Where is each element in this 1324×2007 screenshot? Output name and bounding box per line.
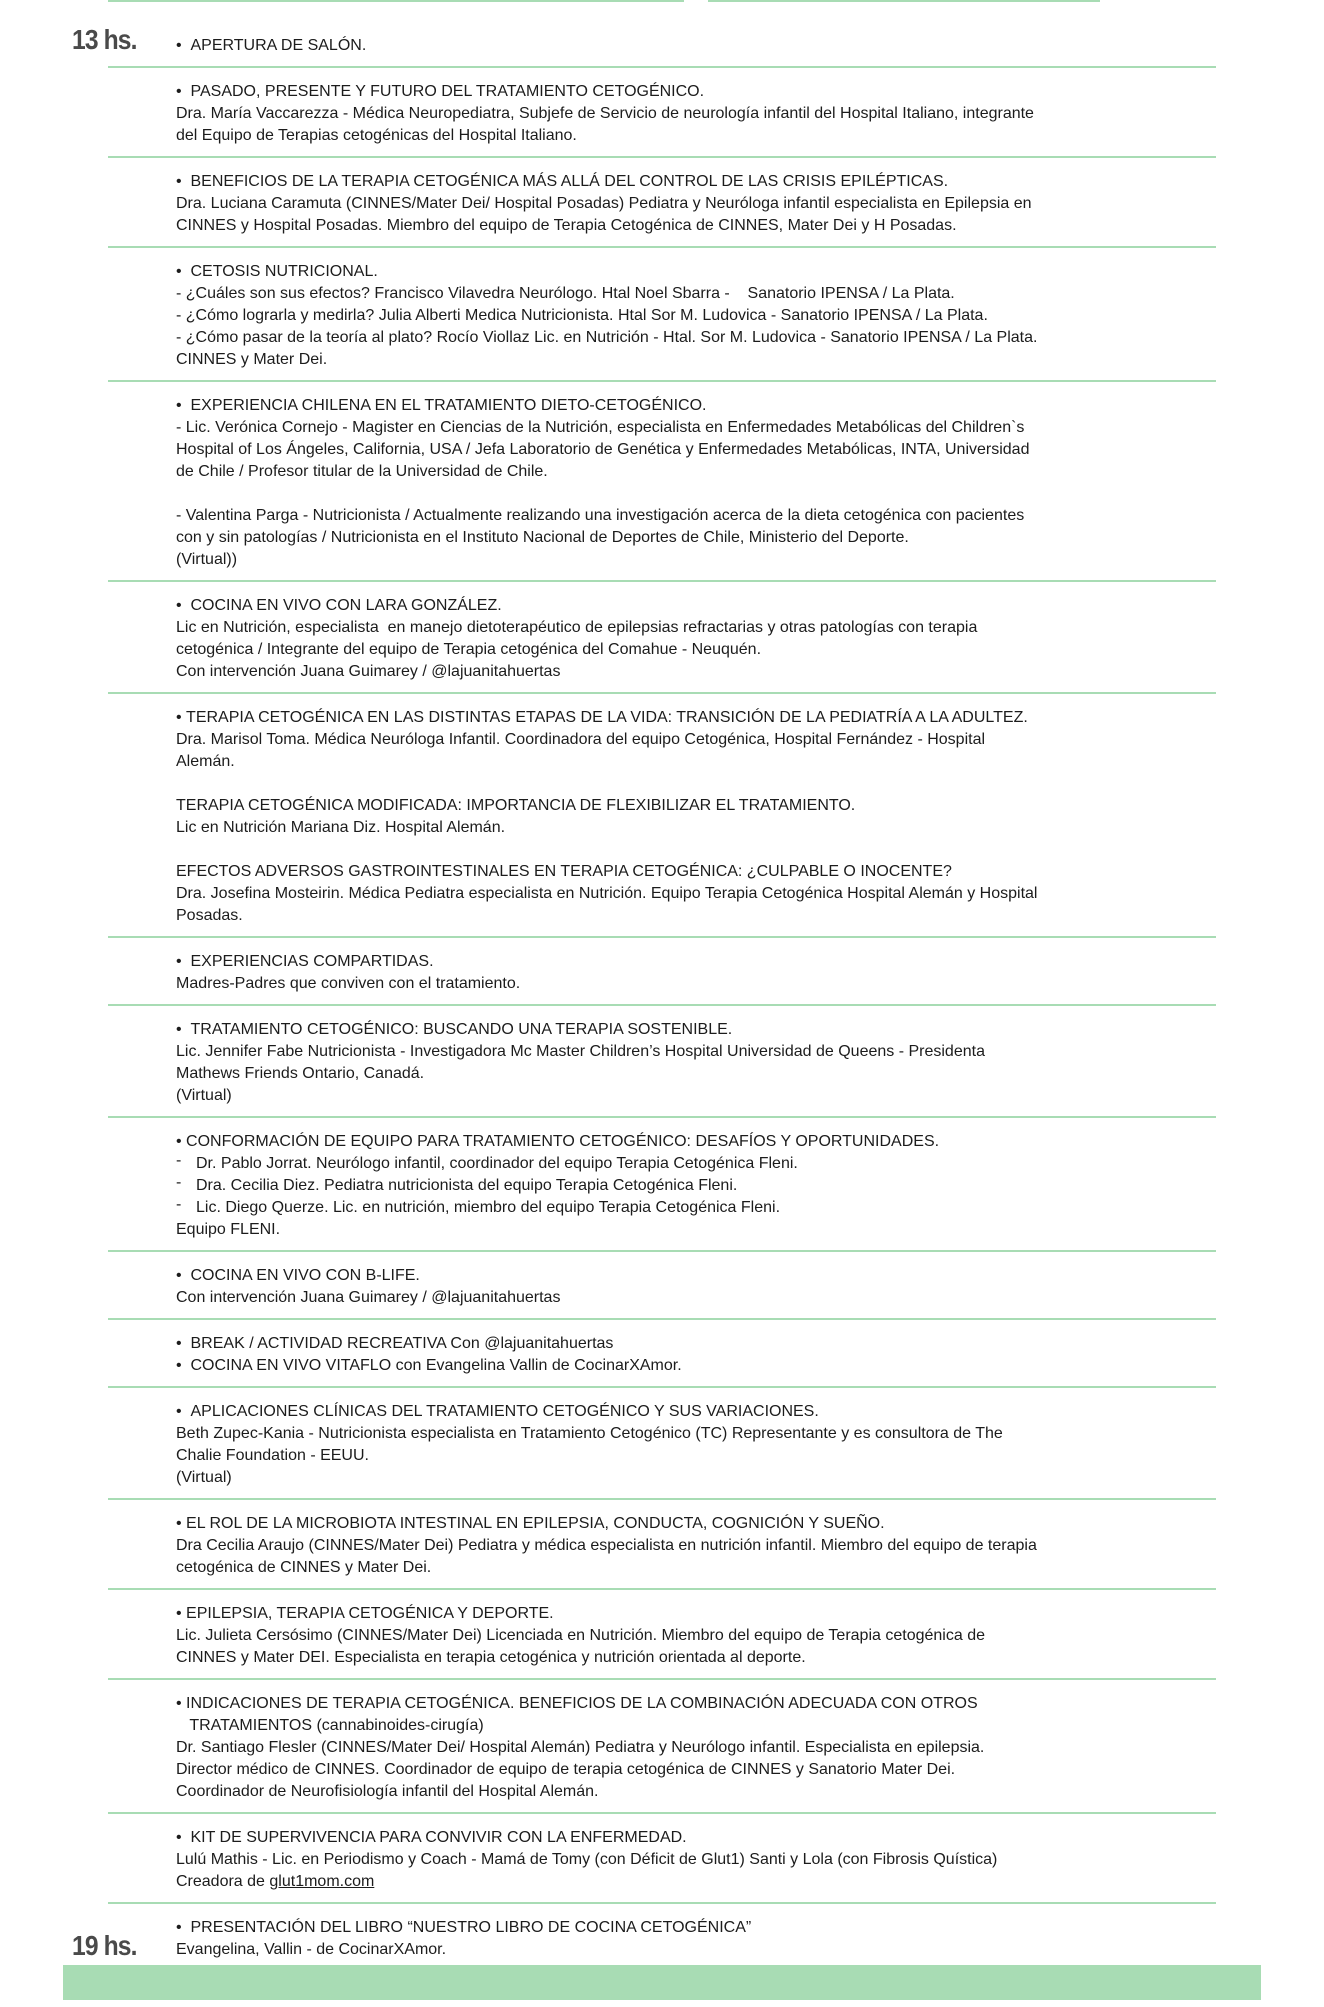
- item-title: • BREAK / ACTIVIDAD RECREATIVA Con @lajuanitahuertas: [176, 1333, 1216, 1355]
- section-divider: [108, 380, 1216, 382]
- speaker-line: - Dra. Cecilia Diez. Pediatra nutricionista del equipo Terapia Cetogénica Fleni.: [176, 1175, 1216, 1197]
- program-item: [108, 1401, 1216, 1489]
- speaker-line: Lulú Mathis - Lic. en Periodismo y Coach - Mamá de Tomy (con Déficit de Glut1) Santi y Lola (con Fibrosis Quística): [176, 1851, 998, 1868]
- speaker-line: Dra. Luciana Caramuta (CINNES/Mater Dei/ Hospital Posadas) Pediatra y Neuróloga infantil especialista en Epilepsia en: [176, 195, 1032, 212]
- program-item: [108, 595, 1216, 683]
- end-time: 19 hs.: [72, 1930, 137, 1961]
- item-title: • COCINA EN VIVO CON LARA GONZÁLEZ.: [176, 595, 1216, 617]
- speaker-line: Madres-Padres que conviven con el tratamiento.: [176, 975, 521, 992]
- program-item: [108, 1333, 1216, 1377]
- program-item: [108, 1603, 1216, 1669]
- speaker-line: Coordinador de Neurofisiología infantil del Hospital Alemán.: [176, 1783, 599, 1800]
- speaker-line: Dra Cecilia Araujo (CINNES/Mater Dei) Pediatra y médica especialista en nutrición infantil. Miembro del equipo de terapia: [176, 1537, 1037, 1554]
- section-divider: [108, 1250, 1216, 1252]
- speaker-line: - ¿Cómo lograrla y medirla? Julia Alberti Medica Nutricionista. Htal Sor M. Ludovica - Sanatorio IPENSA / La Plata.: [176, 307, 988, 324]
- section-divider: [108, 1588, 1216, 1590]
- item-title: • PRESENTACIÓN DEL LIBRO “NUESTRO LIBRO DE COCINA CETOGÉNICA”: [176, 1917, 1216, 1939]
- program-item: [108, 261, 1216, 371]
- program-item: [108, 951, 1216, 995]
- speaker-line: Hospital of Los Ángeles, California, USA / Jefa Laboratorio de Genética y Enfermedades Metabólicas, INTA, Universidad: [176, 441, 1030, 458]
- item-title: • CONFORMACIÓN DE EQUIPO PARA TRATAMIENTO CETOGÉNICO: DESAFÍOS Y OPORTUNIDADES.: [176, 1131, 1216, 1153]
- speaker-line: - ¿Cómo pasar de la teoría al plato? Rocío Viollaz Lic. en Nutrición - Htal. Sor M. Ludovica - Sanatorio IPENSA / La Plata.: [176, 329, 1038, 346]
- section-divider: [108, 1812, 1216, 1814]
- section-divider: [108, 246, 1216, 248]
- item-title: • APLICACIONES CLÍNICAS DEL TRATAMIENTO CETOGÉNICO Y SUS VARIACIONES.: [176, 1401, 1216, 1423]
- speaker-line: Alemán.: [176, 753, 235, 770]
- item-title: • EXPERIENCIAS COMPARTIDAS.: [176, 951, 1216, 973]
- program-item: [108, 1917, 1216, 1961]
- speaker-line: CINNES y Hospital Posadas. Miembro del equipo de Terapia Cetogénica de CINNES, Mater Dei y H Posadas.: [176, 217, 957, 234]
- speaker-line: CINNES y Mater Dei.: [176, 351, 328, 368]
- speaker-line: - Lic. Diego Querze. Lic. en nutrición, miembro del equipo Terapia Cetogénica Fleni.: [176, 1197, 1216, 1219]
- program-item: [108, 1693, 1216, 1803]
- section-divider: [108, 1004, 1216, 1006]
- speaker-line: Director médico de CINNES. Coordinador de equipo de terapia cetogénica de CINNES y Sanatorio Mater Dei.: [176, 1761, 956, 1778]
- item-title: • EXPERIENCIA CHILENA EN EL TRATAMIENTO DIETO-CETOGÉNICO.: [176, 395, 1216, 417]
- program-item: [108, 171, 1216, 237]
- item-title: • EPILEPSIA, TERAPIA CETOGÉNICA Y DEPORTE.: [176, 1603, 1216, 1625]
- speaker-line: Con intervención Juana Guimarey / @lajuanitahuertas: [176, 1289, 561, 1306]
- section-divider: [108, 580, 1216, 582]
- speaker-line: Dra. María Vaccarezza - Médica Neuropediatra, Subjefe de Servicio de neurología infantil del Hospital Italiano, integrante: [176, 105, 1034, 122]
- website-link[interactable]: glut1mom.com: [269, 1873, 375, 1890]
- speaker-line: Con intervención Juana Guimarey / @lajuanitahuertas: [176, 663, 561, 680]
- item-title: • APERTURA DE SALÓN.: [176, 35, 1216, 57]
- speaker-line: Beth Zupec-Kania - Nutricionista especialista en Tratamiento Cetogénico (TC) Representante y es consultora de The: [176, 1425, 1003, 1442]
- program-item: [108, 395, 1216, 571]
- program-item: [108, 707, 1216, 927]
- speaker-line: Chalie Foundation - EEUU.: [176, 1447, 369, 1464]
- section-divider: [108, 1386, 1216, 1388]
- speaker-line: del Equipo de Terapias cetogénicas del Hospital Italiano.: [176, 127, 577, 144]
- speaker-line: Mathews Friends Ontario, Canadá.: [176, 1065, 425, 1082]
- section-divider: [108, 1498, 1216, 1500]
- speaker-line: - Lic. Verónica Cornejo - Magister en Ciencias de la Nutrición, especialista en Enfermedades Metabólicas del Children`s: [176, 419, 1025, 436]
- item-title: • BENEFICIOS DE LA TERAPIA CETOGÉNICA MÁS ALLÁ DEL CONTROL DE LAS CRISIS EPILÉPTICAS.: [176, 171, 1216, 193]
- speaker-line: (Virtual)): [176, 551, 238, 568]
- speaker-line: (Virtual): [176, 1469, 232, 1486]
- speaker-line: cetogénica / Integrante del equipo de Terapia cetogénica del Comahue - Neuquén.: [176, 641, 762, 658]
- section-divider: [108, 66, 1216, 68]
- speaker-line: (Virtual): [176, 1087, 232, 1104]
- speaker-line: - Valentina Parga - Nutricionista / Actualmente realizando una investigación acerca de la dieta cetogénica con pacientes: [176, 507, 1025, 524]
- start-time: 13 hs.: [72, 24, 137, 55]
- section-divider: [108, 1678, 1216, 1680]
- top-divider-left: [108, 0, 684, 2]
- section-divider: [108, 936, 1216, 938]
- program-item: [108, 81, 1216, 147]
- speaker-line: TRATAMIENTOS (cannabinoides-cirugía): [176, 1717, 484, 1734]
- speaker-line: con y sin patologías / Nutricionista en el Instituto Nacional de Deportes de Chile, Ministerio del Deporte.: [176, 529, 909, 546]
- item-title: • KIT DE SUPERVIVENCIA PARA CONVIVIR CON LA ENFERMEDAD.: [176, 1827, 1216, 1849]
- item-title: • TERAPIA CETOGÉNICA EN LAS DISTINTAS ETAPAS DE LA VIDA: TRANSICIÓN DE LA PEDIATRÍA A LA ADULTEZ.: [176, 707, 1216, 729]
- item-title: • CETOSIS NUTRICIONAL.: [176, 261, 1216, 283]
- section-divider: [108, 156, 1216, 158]
- program-item: [108, 1131, 1216, 1241]
- top-divider-right: [708, 0, 1100, 2]
- item-title: • PASADO, PRESENTE Y FUTURO DEL TRATAMIENTO CETOGÉNICO.: [176, 81, 1216, 103]
- speaker-line: cetogénica de CINNES y Mater Dei.: [176, 1559, 432, 1576]
- item-title: • INDICACIONES DE TERAPIA CETOGÉNICA. BENEFICIOS DE LA COMBINACIÓN ADECUADA CON OTROS: [176, 1693, 1216, 1715]
- section-divider: [108, 1902, 1216, 1904]
- speaker-line: Evangelina, Vallin - de CocinarXAmor.: [176, 1941, 447, 1958]
- section-divider: [108, 1318, 1216, 1320]
- program-list: [108, 35, 1216, 2007]
- speaker-line: Posadas.: [176, 907, 243, 924]
- speaker-line: Dra. Marisol Toma. Médica Neuróloga Infantil. Coordinadora del equipo Cetogénica, Hospital Fernández - Hospital: [176, 731, 986, 748]
- blank-line: [176, 483, 1216, 505]
- blank-line: [176, 839, 1216, 861]
- item-title: • TRATAMIENTO CETOGÉNICO: BUSCANDO UNA TERAPIA SOSTENIBLE.: [176, 1019, 1216, 1041]
- speaker-line: EFECTOS ADVERSOS GASTROINTESTINALES EN TERAPIA CETOGÉNICA: ¿CULPABLE O INOCENTE?: [176, 863, 952, 880]
- item-title: • EL ROL DE LA MICROBIOTA INTESTINAL EN EPILEPSIA, CONDUCTA, COGNICIÓN Y SUEÑO.: [176, 1513, 1216, 1535]
- program-item: [108, 1265, 1216, 1309]
- speaker-line: Lic. Jennifer Fabe Nutricionista - Investigadora Mc Master Children’s Hospital Universidad de Queens - Presidenta: [176, 1043, 985, 1060]
- link-line: [176, 1871, 1216, 1893]
- section-divider: [108, 1116, 1216, 1118]
- section-divider: [108, 692, 1216, 694]
- program-item: [108, 1019, 1216, 1107]
- speaker-line: de Chile / Profesor titular de la Universidad de Chile.: [176, 463, 548, 480]
- link-prefix: Creadora de: [176, 1873, 270, 1890]
- speaker-line: CINNES y Mater DEI. Especialista en terapia cetogénica y nutrición orientada al deporte.: [176, 1649, 806, 1666]
- program-item: [108, 1827, 1216, 1893]
- blank-line: [176, 773, 1216, 795]
- speaker-line: Lic en Nutrición, especialista en manejo dietoterapéutico de epilepsias refractarias y otras patologías con terapia: [176, 619, 978, 636]
- item-title: • COCINA EN VIVO VITAFLO con Evangelina Vallin de CocinarXAmor.: [176, 1355, 1216, 1377]
- program-item: [108, 1513, 1216, 1579]
- speaker-line: Dra. Josefina Mosteirin. Médica Pediatra especialista en Nutrición. Equipo Terapia Cetogénica Hospital Alemán y Hospital: [176, 885, 1038, 902]
- speaker-line: Dr. Santiago Flesler (CINNES/Mater Dei/ Hospital Alemán) Pediatra y Neurólogo infantil. Especialista en epilepsia.: [176, 1739, 985, 1756]
- speaker-line: TERAPIA CETOGÉNICA MODIFICADA: IMPORTANCIA DE FLEXIBILIZAR EL TRATAMIENTO.: [176, 797, 856, 814]
- item-title: • COCINA EN VIVO CON B-LIFE.: [176, 1265, 1216, 1287]
- speaker-line: - ¿Cuáles son sus efectos? Francisco Vilavedra Neurólogo. Htal Noel Sbarra - Sanatorio IPENSA / La Plata.: [176, 285, 955, 302]
- footer-bar: [63, 1965, 1261, 2000]
- speaker-line: Equipo FLENI.: [176, 1221, 281, 1238]
- program-item: [108, 35, 1216, 57]
- speaker-line: Lic. Julieta Cersósimo (CINNES/Mater Dei) Licenciada en Nutrición. Miembro del equipo de Terapia cetogénica de: [176, 1627, 985, 1644]
- speaker-line: - Dr. Pablo Jorrat. Neurólogo infantil, coordinador del equipo Terapia Cetogénica Fleni.: [176, 1153, 1216, 1175]
- speaker-line: Lic en Nutrición Mariana Diz. Hospital Alemán.: [176, 819, 506, 836]
